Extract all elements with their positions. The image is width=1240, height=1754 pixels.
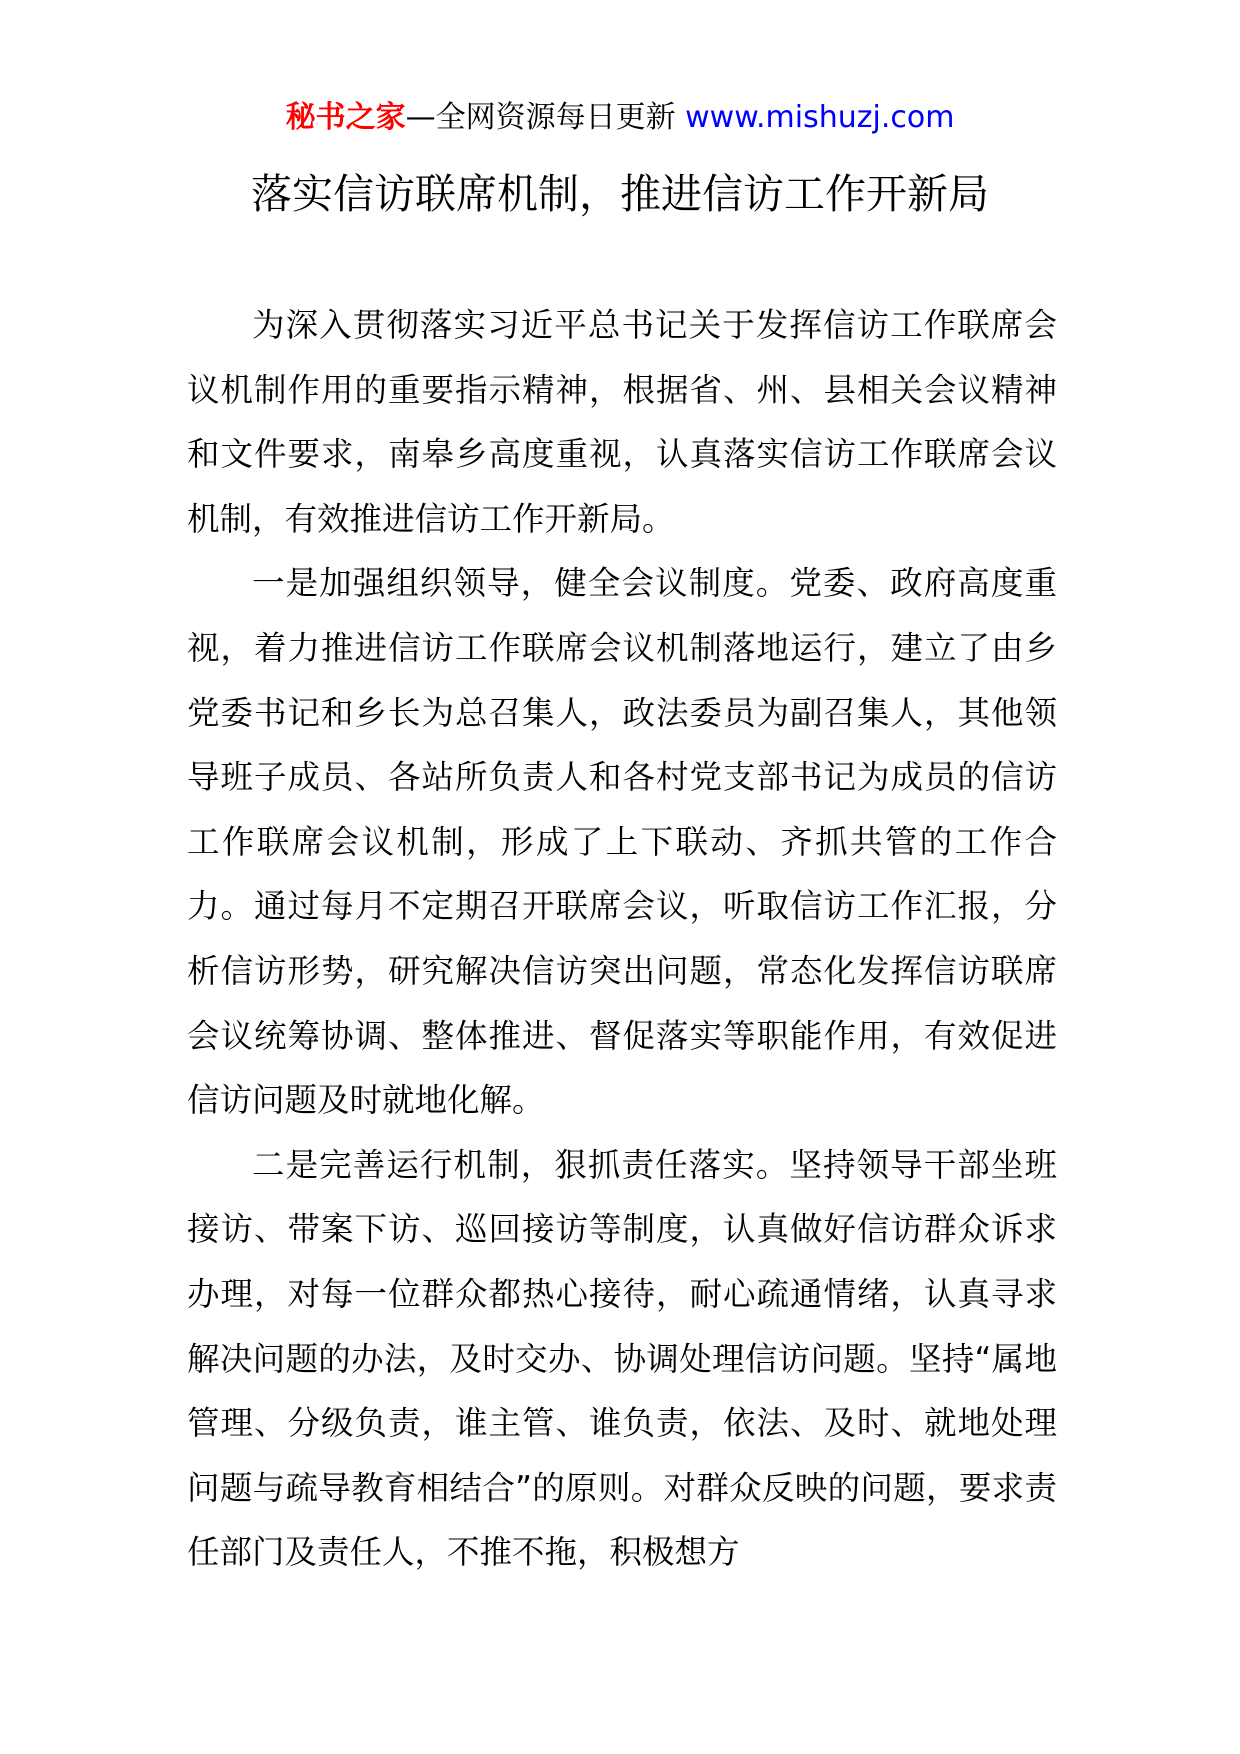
site-tagline: —全网资源每日更新 <box>405 100 686 135</box>
site-header <box>0 98 1240 138</box>
document-body <box>187 293 1057 1585</box>
section-two-paragraph: 二是完善运行机制，狠抓责任落实。坚持领导干部坐班接访、带案下访、巡回接访等制度，认真做好信访群众诉求办理，对每一位群众都热心接待，耐心疏通情绪，认真寻求解决问题的办法，及时交办、协调处理信访问题。坚持“属地管理、分级负责，谁主管、谁负责，依法、及时、就地处理问题与疏导教育相结合”的原则。对群众反映的问题，要求责任部门及责任人，不推不拖，积极想方 <box>187 1145 1057 1572</box>
site-url-link[interactable]: www.mishuzj.com <box>685 100 955 135</box>
site-brand: 秘书之家 <box>285 100 406 135</box>
intro-paragraph: 为深入贯彻落实习近平总书记关于发挥信访工作联席会议机制作用的重要指示精神，根据省、州、县相关会议精神和文件要求，南皋乡高度重视，认真落实信访工作联席会议机制，有效推进信访工作开新局。 <box>187 306 1057 538</box>
section-one-paragraph: 一是加强组织领导，健全会议制度。党委、政府高度重视，着力推进信访工作联席会议机制落地运行，建立了由乡党委书记和乡长为总召集人，政法委员为副召集人，其他领导班子成员、各站所负责人和各村党支部书记为成员的信访工作联席会议机制，形成了上下联动、齐抓共管的工作合力。通过每月不定期召开联席会议，听取信访工作汇报，分析信访形势，研究解决信访突出问题，常态化发挥信访联席会议统筹协调、整体推进、督促落实等职能作用，有效促进信访问题及时就地化解。 <box>187 564 1057 1120</box>
document-title: 落实信访联席机制，推进信访工作开新局 <box>251 170 989 218</box>
